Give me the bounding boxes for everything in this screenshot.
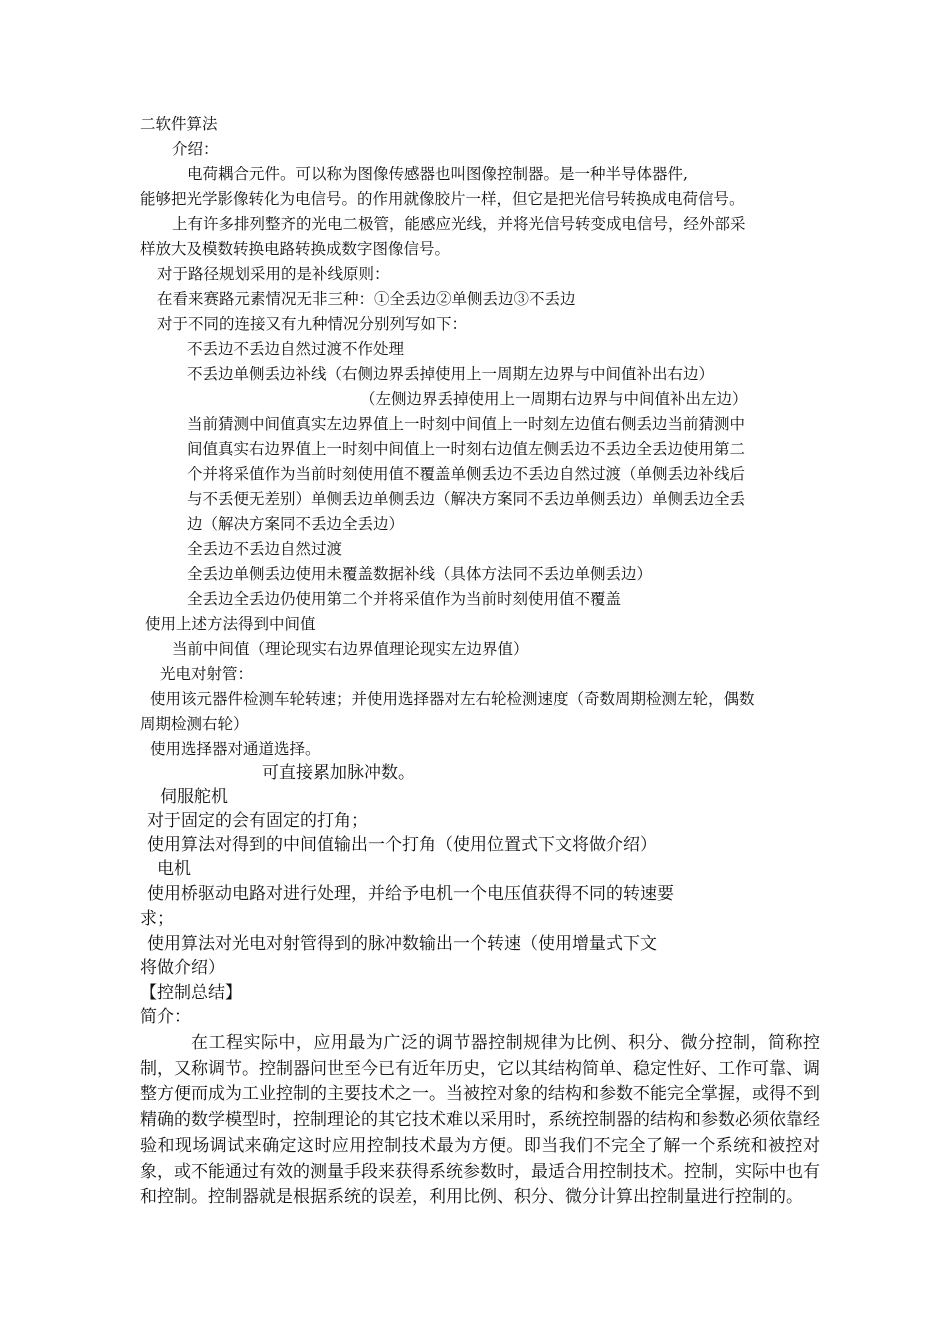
text-line: 使用桥驱动电路对进行处理，并给予电机一个电压值获得不同的转速要: [147, 884, 674, 904]
text-line: （左侧边界丢掉使用上一周期右边界与中间值补出左边）: [360, 390, 748, 408]
intro-label: 简介：: [140, 1007, 191, 1027]
section-heading-software-algorithm: 二软件算法: [140, 115, 218, 133]
text-line: 将做介绍）: [140, 958, 225, 978]
text-line: 全丢边全丢边仍使用第二个并将采值作为当前时刻使用值不覆盖: [187, 590, 622, 608]
text-line: 个并将采值作为当前时刻使用值不覆盖单侧丢边不丢边自然过渡（单侧丢边补线后: [187, 465, 746, 483]
text-line: 全丢边单侧丢边使用未覆盖数据补线（具体方法同不丢边单侧丢边）: [187, 565, 653, 583]
text-line: 样放大及模数转换电路转换成数字图像信号。: [140, 240, 451, 258]
text-line: 上有许多排列整齐的光电二极管，能感应光线，并将光信号转变成电信号，经外部采: [172, 215, 746, 233]
text-line: 在看来赛路元素情况无非三种：①全丢边②单侧丢边③不丢边: [157, 290, 576, 308]
text-line: 不丢边单侧丢边补线（右侧边界丢掉使用上一周期左边界与中间值补出右边）: [187, 365, 715, 383]
text-line: 对于固定的会有固定的打角；: [147, 811, 368, 831]
text-line: 可直接累加脉冲数。: [262, 763, 415, 783]
heading-motor: 电机: [157, 859, 191, 879]
text-line: 使用选择器对通道选择。: [150, 740, 321, 758]
text-line: 不丢边不丢边自然过渡不作处理: [187, 340, 405, 358]
text-line: 光电对射管：: [160, 665, 254, 683]
text-line: 全丢边不丢边自然过渡: [187, 540, 343, 558]
text-line: 当前猜测中间值真实左边界值上一时刻中间值上一时刻左边值右侧丢边当前猜测中: [187, 415, 746, 433]
text-line: 使用算法对光电对射管得到的脉冲数输出一个转速（使用增量式下文: [147, 934, 657, 954]
text-line: 边（解决方案同不丢边全丢边）: [187, 515, 405, 533]
text-line: 周期检测右轮）: [140, 715, 249, 733]
text-line: 使用该元器件检测车轮转速；并使用选择器对左右轮检测速度（奇数周期检测左轮，偶数: [150, 690, 755, 708]
text-line: 当前中间值（理论现实右边界值理论现实左边界值）: [172, 640, 529, 658]
text-line: 电荷耦合元件。可以称为图像传感器也叫图像控制器。是一种半导体器件,: [187, 165, 688, 183]
text-line: 使用上述方法得到中间值: [145, 615, 316, 633]
text-line: 间值真实右边界值上一时刻中间值上一时刻右边值左侧丢边不丢边全丢边使用第二: [187, 440, 746, 458]
heading-control-summary: 【控制总结】: [140, 983, 242, 1003]
text-line: 与不丢便无差别）单侧丢边单侧丢边（解决方案同不丢边单侧丢边）单侧丢边全丢: [187, 490, 746, 508]
text-line: 能够把光学影像转化为电信号。的作用就像胶片一样，但它是把光信号转换成电荷信号。: [140, 190, 745, 208]
text-line: 使用算法对得到的中间值输出一个打角（使用位置式下文将做介绍）: [147, 835, 657, 855]
intro-label: 介绍：: [172, 140, 219, 158]
body-paragraph: 在工程实际中，应用最为广泛的调节器控制规律为比例、积分、微分控制，简称控制，又称调节。控制器问世至今已有近年历史，它以其结构简单、稳定性好、工作可靠、调整方便而成为工业控制的主要技术之一。当被控对象的结构和参数不能完全掌握，或得不到精确的数学模型时，控制理论的其它技术难以采用时，系统控制器的结构和参数必须依靠经验和现场调试来确定这时应用控制技术最为方便。即当我们不完全了解一个系统和被控对象，或不能通过有效的测量手段来获得系统参数时，最适合用控制技术。控制，实际中也有和控制。控制器就是根据系统的误差，利用比例、积分、微分计算出控制量进行控制的。: [140, 1033, 820, 1208]
text-line: 求；: [140, 909, 174, 929]
text-line: 对于不同的连接又有九种情况分别列写如下：: [157, 315, 468, 333]
heading-servo: 伺服舵机: [160, 787, 228, 807]
text-line: 对于路径规划采用的是补线原则：: [157, 265, 390, 283]
